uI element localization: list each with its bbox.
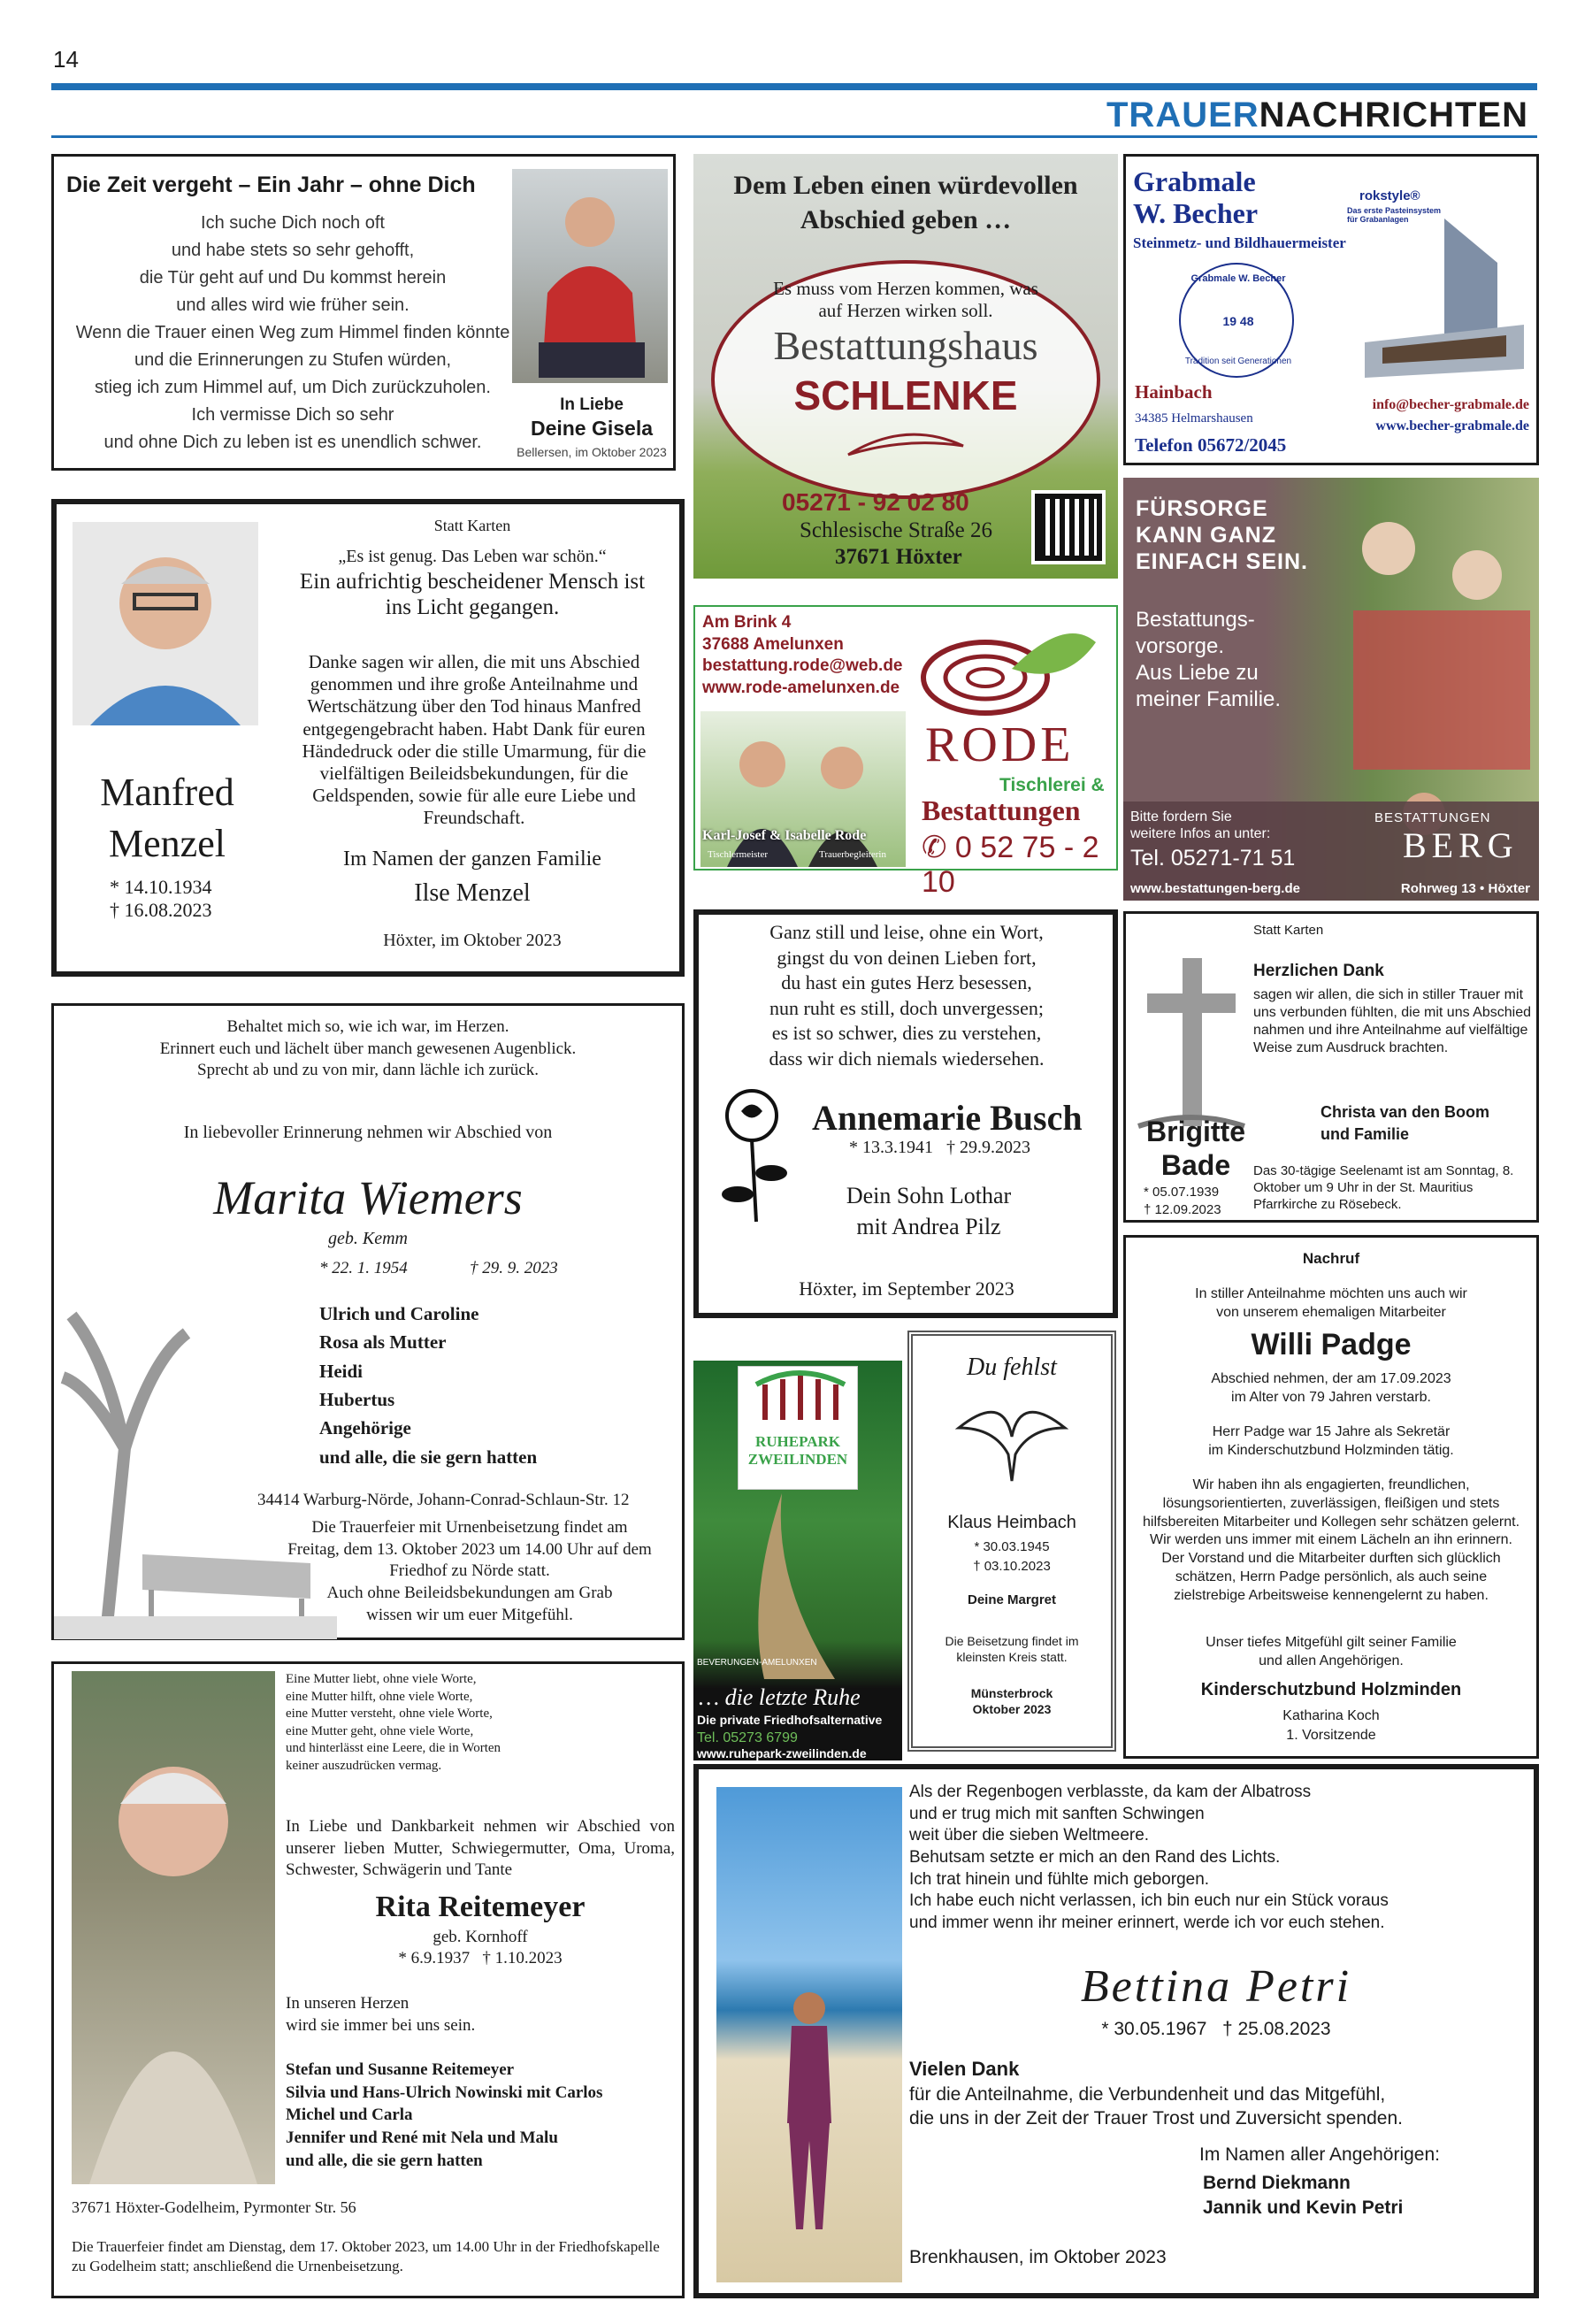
notice-padge [1123, 1235, 1539, 1759]
bade-family-line: und Familie [1321, 1125, 1410, 1144]
reitemeyer-hearts [286, 1993, 475, 2036]
heimbach-family: Deine Margret [967, 1592, 1057, 1607]
heimbach-notice: Die Beisetzung findet im kleinsten Kreis statt. [945, 1634, 1079, 1665]
schlenke-phone[interactable]: 05271 - 92 02 80 [782, 488, 969, 516]
padge-job-line: im Kinderschutzbund Holzminden tätig. [1208, 1442, 1454, 1458]
gisela-inlove: In Liebe [560, 395, 624, 414]
wiemers-family-line: und alle, die sie gern hatten [319, 1446, 538, 1468]
gisela-photo [512, 169, 668, 383]
petri-family-line: Bernd Diekmann [1203, 2173, 1351, 2193]
busch-lines-line: dass wir dich niemals wiedersehen. [769, 1047, 1045, 1070]
bade-last: Bade [1160, 1149, 1231, 1181]
petri-thanks [909, 2082, 1403, 2131]
bade-header: Statt Karten [1253, 923, 1324, 938]
reitemeyer-nee: geb. Kornhoff [433, 1928, 528, 1946]
reitemeyer-family [286, 2059, 602, 2172]
gisela-place: Bellersen, im Oktober 2023 [517, 445, 667, 459]
becher-web[interactable]: www.becher-grabmale.de [1375, 418, 1529, 433]
notice-gisela [51, 154, 676, 471]
gisela-lines-line: Ich suche Dich noch oft [201, 213, 385, 233]
schlenke-brand1: Bestattungshaus [773, 323, 1038, 368]
person-photo-icon [716, 1787, 902, 2282]
petri-place: Brenkhausen, im Oktober 2023 [909, 2247, 1167, 2267]
wiemers-family-line: Ulrich und Caroline [319, 1303, 479, 1324]
wiemers-motto-line: Sprecht ab und zu von mir, dann lächle ich zurück. [197, 1061, 539, 1080]
cross-icon [1138, 949, 1244, 1135]
ad-schlenke[interactable] [693, 154, 1118, 579]
petri-dates: * 30.05.1967 † 25.08.2023 [1101, 2019, 1331, 2039]
ad-becher[interactable] [1123, 154, 1539, 465]
wiemers-motto-line: Erinnert euch und lächelt über manch gewesenen Augenblick. [159, 1039, 577, 1058]
wiemers-born: * 22. 1. 1954 [319, 1259, 408, 1277]
ruhepark-brand1: RUHEPARK [754, 1433, 840, 1450]
padge-body: Wir haben ihn als engagierten, freundlichen, lösungsorientierten, zuverlässigen, fleißigen und stets hilfsbereiten Mitarbeiter und Kollegen sehr schätzen gelernt. Wir werden uns immer mit einem Lächeln an ihn erinnern. Der Vorstand und die Mitarbeiter durften sich glücklich schätzen, Herrn Padge persönlich, als auch seine zielstrebige Arbeitsweise kennengelernt zu haben. [1142, 1477, 1520, 1603]
menzel-last: Menzel [109, 822, 226, 865]
ruhepark-phone[interactable]: Tel. 05273 6799 [697, 1730, 798, 1745]
reitemeyer-intro: In Liebe und Dankbarkeit nehmen wir Abschied von unserer lieben Mutter, Schwiegermutter, Oma, Uroma, Schwester, Schwägerin und Tante [286, 1817, 675, 1880]
berg-cta-line: weitere Infos an unter: [1130, 826, 1271, 842]
berg-footer [1123, 802, 1539, 901]
gisela-signer: Deine Gisela [530, 417, 654, 440]
notice-menzel [51, 499, 685, 977]
notice-wiemers [51, 1003, 685, 1640]
gisela-lines-line: und die Erinnerungen zu Stufen würden, [134, 350, 452, 370]
menzel-quote: „Es ist genug. Das Leben war schön.“ [338, 547, 607, 566]
reitemeyer-address: 37671 Höxter-Godelheim, Pyrmonter Str. 56 [72, 2198, 356, 2216]
busch-name: Annemarie Busch [812, 1098, 1083, 1138]
becher-sub: Steinmetz- und Bildhauermeister [1133, 234, 1346, 251]
padge-farewell [1126, 1370, 1536, 1407]
wiemers-notice-line: wissen wir um euer Mitgefühl. [366, 1605, 573, 1624]
trees-logo-icon [739, 1367, 859, 1429]
petri-poem-line: Als der Regenbogen verblasste, da kam der Albatross [909, 1783, 1312, 1801]
berg-phone[interactable]: Tel. 05271-71 51 [1130, 846, 1296, 871]
padge-org: Kinderschutzbund Holzminden [1200, 1680, 1462, 1699]
heimbach-died: † 03.10.2023 [973, 1559, 1051, 1574]
reite-family-line: Michel und Carla [286, 2105, 413, 2125]
menzel-place: Höxter, im Oktober 2023 [383, 931, 562, 950]
becher-title2: W. Becher [1133, 197, 1259, 229]
heimbach-name: Klaus Heimbach [947, 1513, 1076, 1532]
bade-family-line: Christa van den Boom [1321, 1103, 1490, 1121]
rose-icon [716, 1085, 796, 1226]
ad-berg[interactable] [1123, 478, 1539, 901]
ad-rode[interactable] [693, 605, 1118, 899]
bade-died: † 12.09.2023 [1144, 1202, 1221, 1217]
notice-busch [693, 909, 1118, 1318]
rode-addr-line: www.rode-amelunxen.de [702, 679, 900, 698]
wiemers-notice-line: Auch ohne Beileidsbekundungen am Grab [326, 1584, 613, 1603]
wiemers-died: † 29. 9. 2023 [470, 1259, 558, 1277]
reitemeyer-poem [286, 1671, 675, 1775]
bade-born: * 05.07.1939 [1144, 1185, 1220, 1200]
ruhepark-web[interactable]: www.ruhepark-zweilinden.de [697, 1746, 867, 1760]
petri-family-line: Jannik und Kevin Petri [1203, 2197, 1404, 2219]
becher-city: Hainbach [1135, 381, 1213, 403]
becher-brand-sub: Das erste Pasteinsystem für Grabanlagen [1347, 206, 1442, 224]
wiemers-notice [275, 1517, 664, 1626]
person-photo-icon [72, 1671, 275, 2184]
berg-headline-line: KANN GANZ [1136, 523, 1276, 548]
petri-poem-line: Behutsam setzte er mich an den Rand des Lichts. [909, 1848, 1281, 1868]
petri-photo [716, 1787, 902, 2282]
petri-thanks-line: für die Anteilnahme, die Verbundenheit und das Mitgefühl, [909, 2084, 1386, 2105]
berg-brand-small: BESTATTUNGEN [1374, 810, 1491, 825]
berg-text-line: Bestattungs- [1136, 608, 1255, 632]
reite-poem-line: eine Mutter versteht, ohne viele Worte, [286, 1707, 493, 1721]
path-photo-icon [693, 1493, 902, 1679]
padge-intro [1126, 1285, 1536, 1323]
busch-lines-line: gingst du von deinen Lieben fort, [777, 946, 1037, 969]
busch-family-line: mit Andrea Pilz [856, 1214, 1001, 1240]
padge-sympathy [1126, 1634, 1536, 1671]
ruhepark-slogan: … die letzte Ruhe [699, 1684, 861, 1710]
reitemeyer-photo [72, 1671, 275, 2184]
ruhepark-location: BEVERUNGEN-AMELUNXEN [697, 1658, 817, 1668]
page-number: 14 [53, 46, 79, 73]
reite-hearts-line: wird sie immer bei uns sein. [286, 2015, 476, 2035]
berg-text-line: meiner Familie. [1136, 687, 1282, 711]
reite-hearts-line: In unseren Herzen [286, 1994, 410, 2013]
petri-poem-line: und immer wenn ihr meiner erinnert, werde ich vor euch stehen. [909, 1914, 1385, 1933]
padge-signer: Katharina Koch [1282, 1708, 1380, 1723]
gravestone-icon [1347, 210, 1533, 387]
berg-addr: Rohrweg 13 • Höxter [1400, 881, 1530, 896]
gisela-poem [63, 210, 523, 456]
schlenke-brand2: SCHLENKE [793, 372, 1018, 418]
petri-poem-line: Ich habe euch nicht verlassen, ich bin euch nur ein Stück voraus [909, 1891, 1389, 1911]
section-title [1106, 96, 1528, 135]
padge-job [1126, 1423, 1536, 1461]
reite-family-line: Jennifer und René mit Nela und Malu [286, 2128, 558, 2147]
rode-phone[interactable]: ✆ 0 52 75 - 2 10 [922, 831, 1099, 899]
bade-mass: Das 30-tägige Seelenamt ist am Sonntag, 8. Oktober um 9 Uhr in der St. Mauritius Pfarrkirche zu Rösebeck. [1253, 1163, 1514, 1212]
wiemers-address: 34414 Warburg-Nörde, Johann-Conrad-Schlaun-Str. 12 [257, 1491, 630, 1509]
petri-poem [909, 1782, 1511, 1935]
menzel-first: Manfred [100, 771, 234, 814]
gisela-lines-line: und ohne Dich zu leben ist es unendlich schwer. [103, 433, 482, 452]
gisela-lines-line: und alles wird wie früher sein. [176, 295, 410, 315]
petri-poem-line: Ich trat hinein und fühlte mich geborgen. [909, 1869, 1210, 1889]
ruhepark-sub: Die private Friedhofsalternative [697, 1713, 883, 1727]
notice-bade [1123, 911, 1539, 1223]
header-rule [51, 83, 1537, 90]
person-photo-icon [73, 522, 258, 725]
reite-family-line: Silvia und Hans-Ulrich Nowinski mit Carlos [286, 2082, 603, 2102]
bade-title: Herzlichen Dank [1253, 962, 1384, 980]
padge-sympathy-line: Unser tiefes Mitgefühl gilt seiner Familie [1206, 1635, 1457, 1650]
feather-icon [844, 428, 968, 464]
section-title-blue: TRAUER [1106, 96, 1259, 134]
rode-addr-line: Am Brink 4 [702, 613, 792, 632]
petri-poem-line: und er trug mich mit sanften Schwingen [909, 1804, 1205, 1823]
petri-family [1203, 2171, 1403, 2221]
padge-job-line: Herr Padge war 15 Jahre als Sekretär [1212, 1424, 1451, 1439]
menzel-died: † 16.08.2023 [110, 899, 212, 921]
padge-intro-line: In stiller Anteilnahme möchten uns auch wir [1195, 1286, 1467, 1301]
reite-family-line: Stefan und Susanne Reitemeyer [286, 2060, 515, 2079]
wiemers-motto [63, 1016, 673, 1082]
busch-lines-line: du hast ein gutes Herz besessen, [781, 971, 1032, 994]
busch-poem [708, 920, 1106, 1072]
heimbach-born: * 30.03.1945 [974, 1539, 1050, 1554]
wiemers-family-line: Angehörige [319, 1417, 411, 1439]
reite-poem-line: keiner auszudrücken vermag. [286, 1758, 442, 1773]
busch-family [787, 1180, 1070, 1242]
rode-addr-line: 37688 Amelunxen [702, 634, 844, 654]
reite-family-line: und alle, die sie gern hatten [286, 2151, 483, 2170]
rode-addr-line: bestattung.rode@web.de [702, 656, 903, 676]
section-header [51, 92, 1537, 138]
heimbach-date: Oktober 2023 [972, 1702, 1052, 1716]
becher-seal-years: 19 48 [1222, 314, 1254, 328]
schlenke-headline: Dem Leben einen würdevollen Abschied geben … [733, 171, 1078, 234]
padge-farewell-line: im Alter von 79 Jahren verstarb. [1231, 1389, 1431, 1405]
berg-cta-line: Bitte fordern Sie [1130, 809, 1232, 825]
becher-brand: rokstyle® [1359, 188, 1420, 203]
gisela-lines-line: und habe stets so sehr gehofft, [171, 241, 415, 260]
petri-thanks-title: Vielen Dank [909, 2058, 1020, 2080]
rode-sub1: Tischlerei & [999, 775, 1105, 795]
wiemers-family [319, 1300, 537, 1471]
bade-family [1321, 1101, 1489, 1146]
reite-poem-line: und hinterlässt eine Leere, die in Worten [286, 1741, 501, 1755]
berg-text [1136, 607, 1281, 713]
busch-dates: * 13.3.1941 † 29.9.2023 [849, 1138, 1030, 1157]
section-title-black: NACHRICHTEN [1259, 96, 1528, 134]
bade-body: sagen wir allen, die sich in stiller Trauer mit uns verbunden fühlten, die mit uns Abschied nahmen und ihre Anteilnahme auf vielfältige Weise zum Ausdruck brachten. [1253, 987, 1531, 1055]
busch-lines-line: es ist so schwer, dies zu verstehen, [771, 1022, 1042, 1045]
wiemers-family-line: Heidi [319, 1360, 364, 1382]
padge-role: 1. Vorsitzende [1286, 1728, 1376, 1743]
wiemers-family-line: Rosa als Mutter [319, 1331, 447, 1354]
schlenke-street: Schlesische Straße 26 [800, 518, 993, 542]
padge-farewell-line: Abschied nehmen, der am 17.09.2023 [1211, 1371, 1451, 1386]
menzel-family: Ilse Menzel [414, 879, 531, 907]
ruhepark-logo [738, 1366, 858, 1490]
bade-first: Brigitte [1146, 1116, 1245, 1147]
ad-ruhepark[interactable] [693, 1361, 902, 1760]
wiemers-notice-line: Friedhof zu Nörde statt. [389, 1561, 550, 1581]
busch-family-line: Dein Sohn Lothar [846, 1183, 1012, 1208]
menzel-family-intro: Im Namen der ganzen Familie [343, 848, 601, 871]
rode-sub2: Bestattungen [922, 794, 1081, 826]
busch-place: Höxter, im September 2023 [799, 1277, 1014, 1300]
reite-poem-line: eine Mutter hilft, ohne viele Worte, [286, 1689, 473, 1704]
petri-poem-line: weit über die sieben Weltmeere. [909, 1826, 1150, 1845]
berg-brand: BERG [1403, 825, 1519, 865]
petri-family-intro: Im Namen aller Angehörigen: [1199, 2144, 1440, 2165]
padge-sympathy-line: und allen Angehörigen. [1259, 1653, 1404, 1668]
becher-seal-top: Grabmale W. Becher [1190, 273, 1286, 284]
wiemers-notice-line: Freitag, dem 13. Oktober 2023 um 14.00 Uhr auf dem [287, 1539, 652, 1559]
wiemers-motto-line: Behaltet mich so, wie ich war, im Herzen. [226, 1017, 509, 1036]
petri-thanks-line: die uns in der Zeit der Trauer Trost und Zuversicht spenden. [909, 2108, 1403, 2129]
becher-seal-bottom: Tradition seit Generationen [1184, 357, 1292, 366]
reitemeyer-dates: * 6.9.1937 † 1.10.2023 [398, 1949, 563, 1967]
menzel-intro: Ein aufrichtig bescheidener Mensch ist ins Licht gegangen. [299, 570, 646, 619]
gisela-lines-line: die Tür geht auf und Du kommst herein [139, 268, 447, 288]
notice-reitemeyer [51, 1661, 685, 2298]
wiemers-family-line: Hubertus [319, 1388, 395, 1410]
schlenke-quote: Es muss vom Herzen kommen, was auf Herzen wirken soll. [773, 278, 1038, 322]
berg-cta [1130, 809, 1270, 842]
rode-role1: Tischlermeister [708, 849, 769, 860]
padge-header: Nachruf [1302, 1250, 1360, 1267]
berg-headline-line: EINFACH SEIN. [1136, 549, 1308, 574]
becher-seal [1179, 263, 1294, 378]
qr-code-icon[interactable] [1035, 494, 1102, 561]
padge-name: Willi Padge [1251, 1328, 1412, 1361]
petri-name: Bettina Petri [1080, 1961, 1352, 2012]
busch-lines-line: Ganz still und leise, ohne ein Wort, [769, 921, 1044, 943]
gisela-lines-line: stieg ich zum Himmel auf, um Dich zurückzuholen. [95, 378, 491, 397]
ruhepark-brand2: ZWEILINDEN [747, 1451, 848, 1468]
gisela-title: Die Zeit vergeht – Ein Jahr – ohne Dich [66, 173, 476, 197]
berg-text-line: Aus Liebe zu [1136, 661, 1259, 685]
reitemeyer-notice: Die Trauerfeier findet am Dienstag, dem 17. Oktober 2023, um 14.00 Uhr in der Friedhofskapelle zu Godelheim statt; anschließend die Urnenbeisetzung. [72, 2238, 660, 2275]
gisela-lines-line: Wenn die Trauer einen Weg zum Himmel finden könnte [75, 323, 510, 342]
gisela-lines-line: Ich vermisse Dich so sehr [191, 405, 394, 425]
reitemeyer-name: Rita Reitemeyer [375, 1891, 586, 1923]
menzel-born: * 14.10.1934 [110, 876, 212, 898]
berg-web[interactable]: www.bestattungen-berg.de [1130, 881, 1300, 896]
notice-heimbach [907, 1331, 1116, 1752]
wiemers-intro: In liebevoller Erinnerung nehmen wir Abschied von [183, 1123, 553, 1142]
reite-poem-line: eine Mutter geht, ohne viele Worte, [286, 1723, 474, 1738]
becher-title1: Grabmale [1133, 165, 1256, 197]
notice-petri [693, 1764, 1539, 2298]
wiemers-notice-line: Die Trauerfeier mit Urnenbeisetzung findet am [311, 1518, 628, 1537]
becher-zip: 34385 Helmarshausen [1135, 411, 1253, 426]
schlenke-city: 37671 Höxter [835, 545, 962, 569]
berg-headline-line: FÜRSORGE [1136, 496, 1268, 521]
menzel-body: Danke sagen wir allen, die mit uns Abschied genommen und ihre große Anteilnahme und Wertschätzung über den Tod hinaus Manfred entgegengebracht haben. Habt Dank für euren Händedruck oder die stille Umarmung, für die vielfältigen Beileidsbekundungen, für die Geldspenden, sowie für alle eure Liebe und Freundschaft. [302, 651, 647, 829]
rode-brand: RODE [925, 717, 1075, 772]
wiemers-name: Marita Wiemers [213, 1171, 523, 1224]
becher-email[interactable]: info@becher-grabmale.de [1372, 397, 1529, 412]
rode-role2: Trauerbegleiterin [819, 849, 886, 860]
wiemers-nee: geb. Kemm [328, 1229, 408, 1248]
person-photo-icon [512, 169, 668, 383]
berg-text-line: vorsorge. [1136, 634, 1225, 658]
rode-names: Karl-Josef & Isabelle Rode [702, 828, 867, 843]
menzel-photo [73, 522, 258, 725]
reite-poem-line: Eine Mutter liebt, ohne viele Worte, [286, 1672, 477, 1686]
picnic-photo-icon [1300, 478, 1539, 849]
heimbach-title: Du fehlst [967, 1354, 1057, 1381]
berg-headline [1136, 495, 1308, 575]
albatross-icon [950, 1392, 1074, 1490]
menzel-header: Statt Karten [433, 517, 511, 534]
becher-phone[interactable]: Telefon 05672/2045 [1135, 434, 1287, 456]
rode-address [702, 612, 903, 700]
padge-intro-line: von unserem ehemaligen Mitarbeiter [1216, 1304, 1446, 1320]
heimbach-place: Münsterbrock [970, 1686, 1053, 1700]
leaf-logo-icon [915, 625, 1100, 722]
busch-lines-line: nun ruht es still, doch unvergessen; [769, 996, 1044, 1019]
